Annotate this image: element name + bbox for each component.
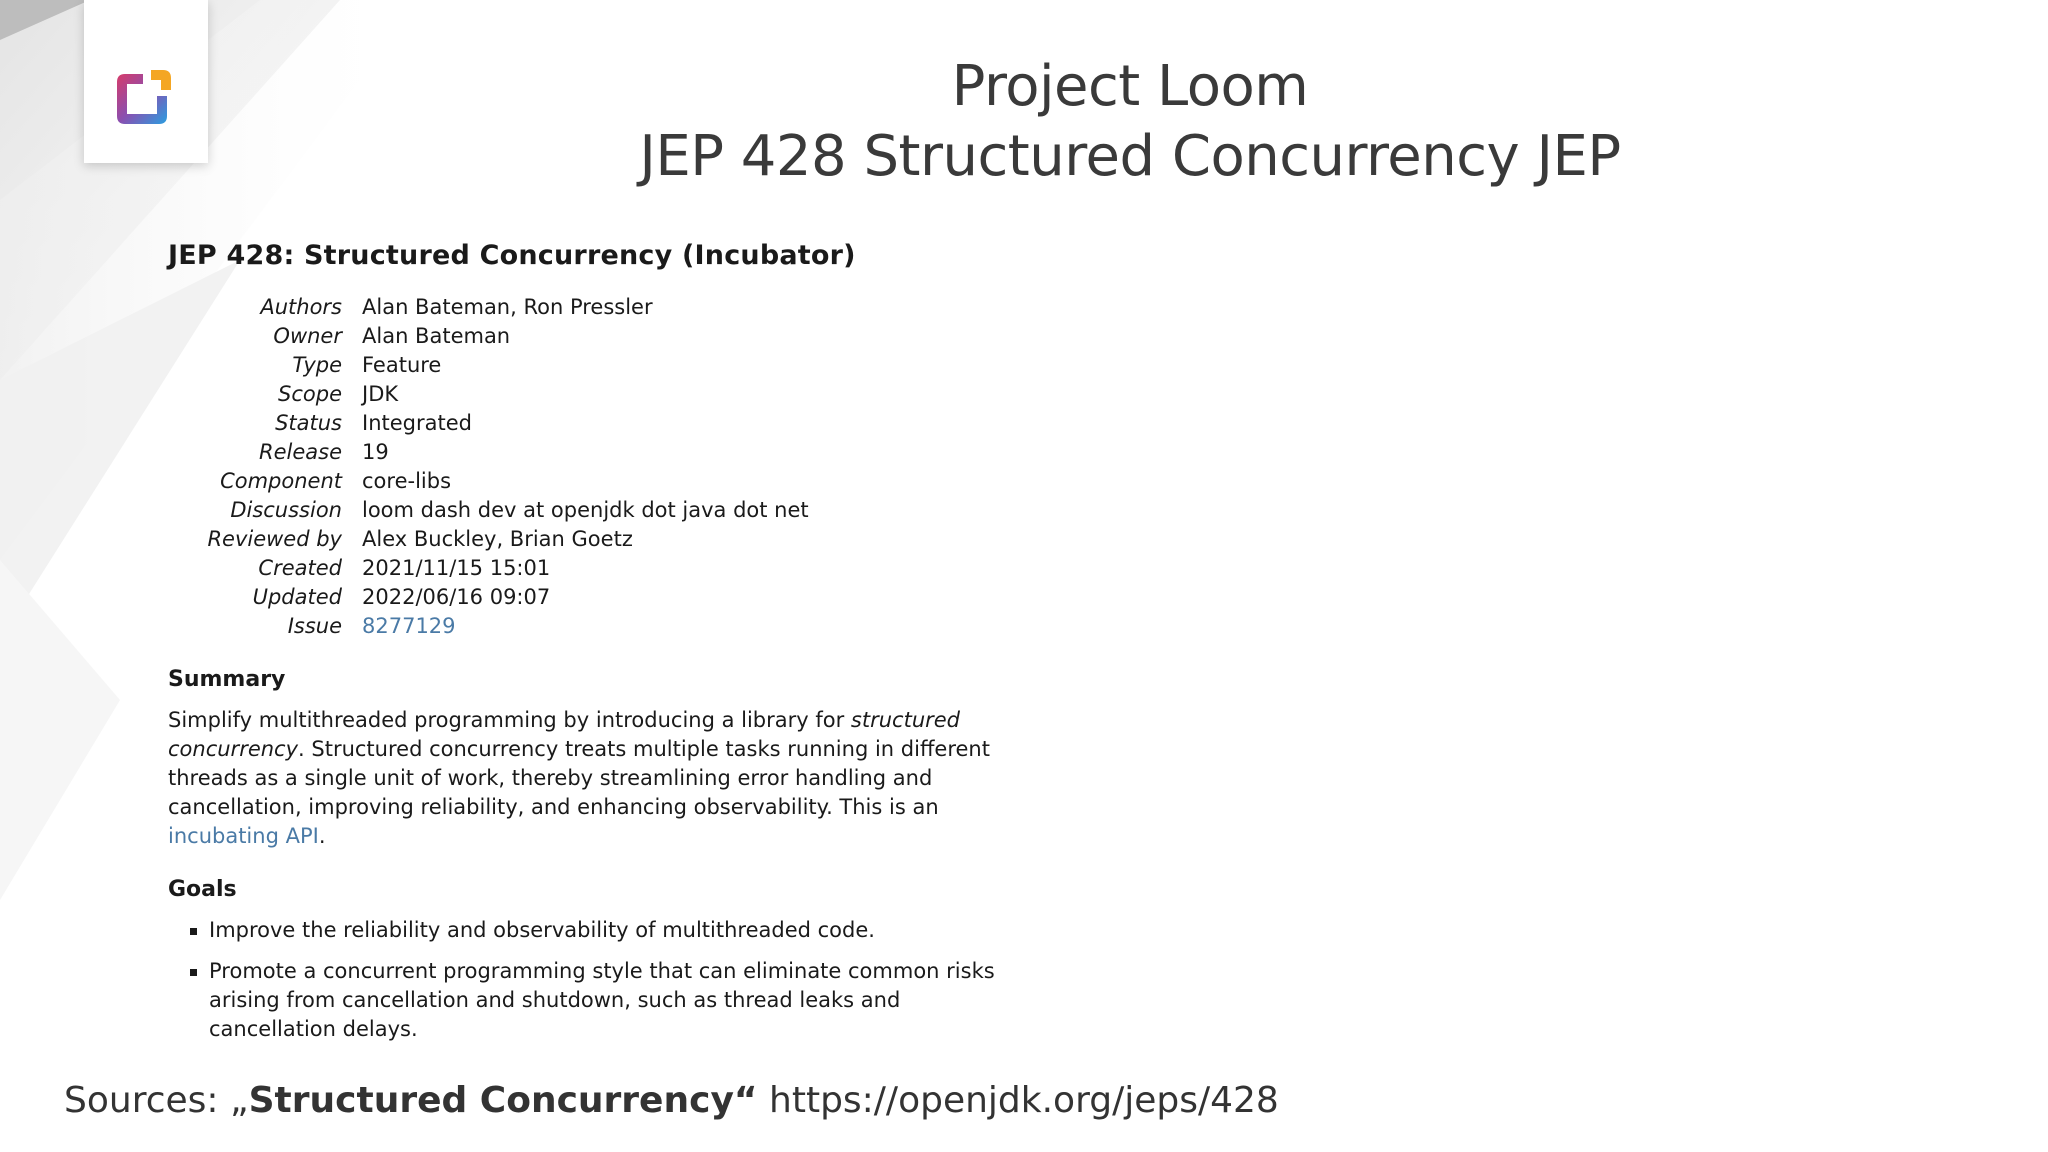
goals-list (168, 916, 1008, 1044)
goal-text: Promote a concurrent programming style that can eliminate common risks arising from cancellation and shutdown, such as thread leaks and cancellation delays. (209, 959, 995, 1041)
meta-value: 2022/06/16 09:07 (362, 585, 551, 609)
slide-title (560, 52, 1700, 192)
meta-key: Owner (273, 324, 342, 348)
meta-key: Issue (287, 614, 342, 638)
meta-row-type (168, 351, 1008, 380)
sources-title: Structured Concurrency“ (248, 1080, 758, 1121)
meta-value: Alan Bateman, Ron Pressler (362, 295, 653, 319)
meta-row-authors (168, 293, 1008, 322)
meta-key: Component (220, 469, 342, 493)
meta-row-updated (168, 583, 1008, 612)
meta-key: Scope (278, 382, 342, 406)
summary-text-1: Simplify multithreaded programming by introducing a library for (168, 708, 851, 732)
title-line-1: Project Loom (951, 54, 1309, 119)
title-line-2: JEP 428 Structured Concurrency JEP (639, 124, 1621, 189)
goal-text: Improve the reliability and observability of multithreaded code. (209, 918, 875, 942)
incubating-api-link[interactable]: incubating API (168, 824, 319, 848)
summary-paragraph (168, 706, 998, 851)
meta-row-component (168, 467, 1008, 496)
meta-key: Authors (260, 295, 342, 319)
meta-key: Reviewed by (207, 527, 342, 551)
meta-key: Release (259, 440, 342, 464)
sources-url[interactable]: https://openjdk.org/jeps/428 (757, 1080, 1279, 1121)
meta-key: Created (258, 556, 342, 580)
bullet-icon (190, 969, 197, 976)
summary-text-3: . (318, 824, 326, 848)
bullet-icon (190, 928, 197, 935)
jep-metadata-table (168, 293, 1008, 641)
sources-prefix: Sources: „ (64, 1080, 249, 1121)
goals-heading: Goals (168, 877, 237, 902)
meta-row-owner (168, 322, 1008, 351)
meta-row-created (168, 554, 1008, 583)
sources-footer (64, 1080, 1279, 1121)
meta-key: Status (275, 411, 342, 435)
meta-value: 19 (362, 440, 389, 464)
meta-value: 2021/11/15 15:01 (362, 556, 551, 580)
meta-value: core-libs (362, 469, 452, 493)
issue-link[interactable]: 8277129 (362, 614, 456, 638)
meta-row-discussion (168, 496, 1008, 525)
meta-value: Feature (362, 353, 442, 377)
summary-text-2: . Structured concurrency treats multiple tasks running in different threads as a single unit of work, thereby streamlining error handling and cancellation, improving reliability, and enhancing observability. This is an (168, 737, 990, 819)
meta-row-issue (168, 612, 1008, 641)
meta-key: Discussion (230, 498, 342, 522)
meta-key: Updated (252, 585, 342, 609)
logo-card (84, 0, 208, 163)
summary-italic: structured concurrency (168, 708, 961, 761)
jep-screenshot (168, 240, 1008, 1056)
meta-key: Type (292, 353, 342, 377)
meta-row-status (168, 409, 1008, 438)
summary-heading: Summary (168, 667, 286, 692)
goal-item (168, 916, 1009, 945)
goal-item (168, 957, 1009, 1044)
company-logo-icon (113, 66, 179, 132)
meta-row-reviewed-by (168, 525, 1008, 554)
meta-row-scope (168, 380, 1008, 409)
meta-value: loom dash dev at openjdk dot java dot net (362, 498, 809, 522)
meta-value: Integrated (362, 411, 472, 435)
jep-heading: JEP 428: Structured Concurrency (Incubator) (168, 240, 856, 271)
meta-value: JDK (362, 382, 399, 406)
meta-row-release (168, 438, 1008, 467)
meta-value: Alan Bateman (362, 324, 511, 348)
meta-value: Alex Buckley, Brian Goetz (362, 527, 633, 551)
